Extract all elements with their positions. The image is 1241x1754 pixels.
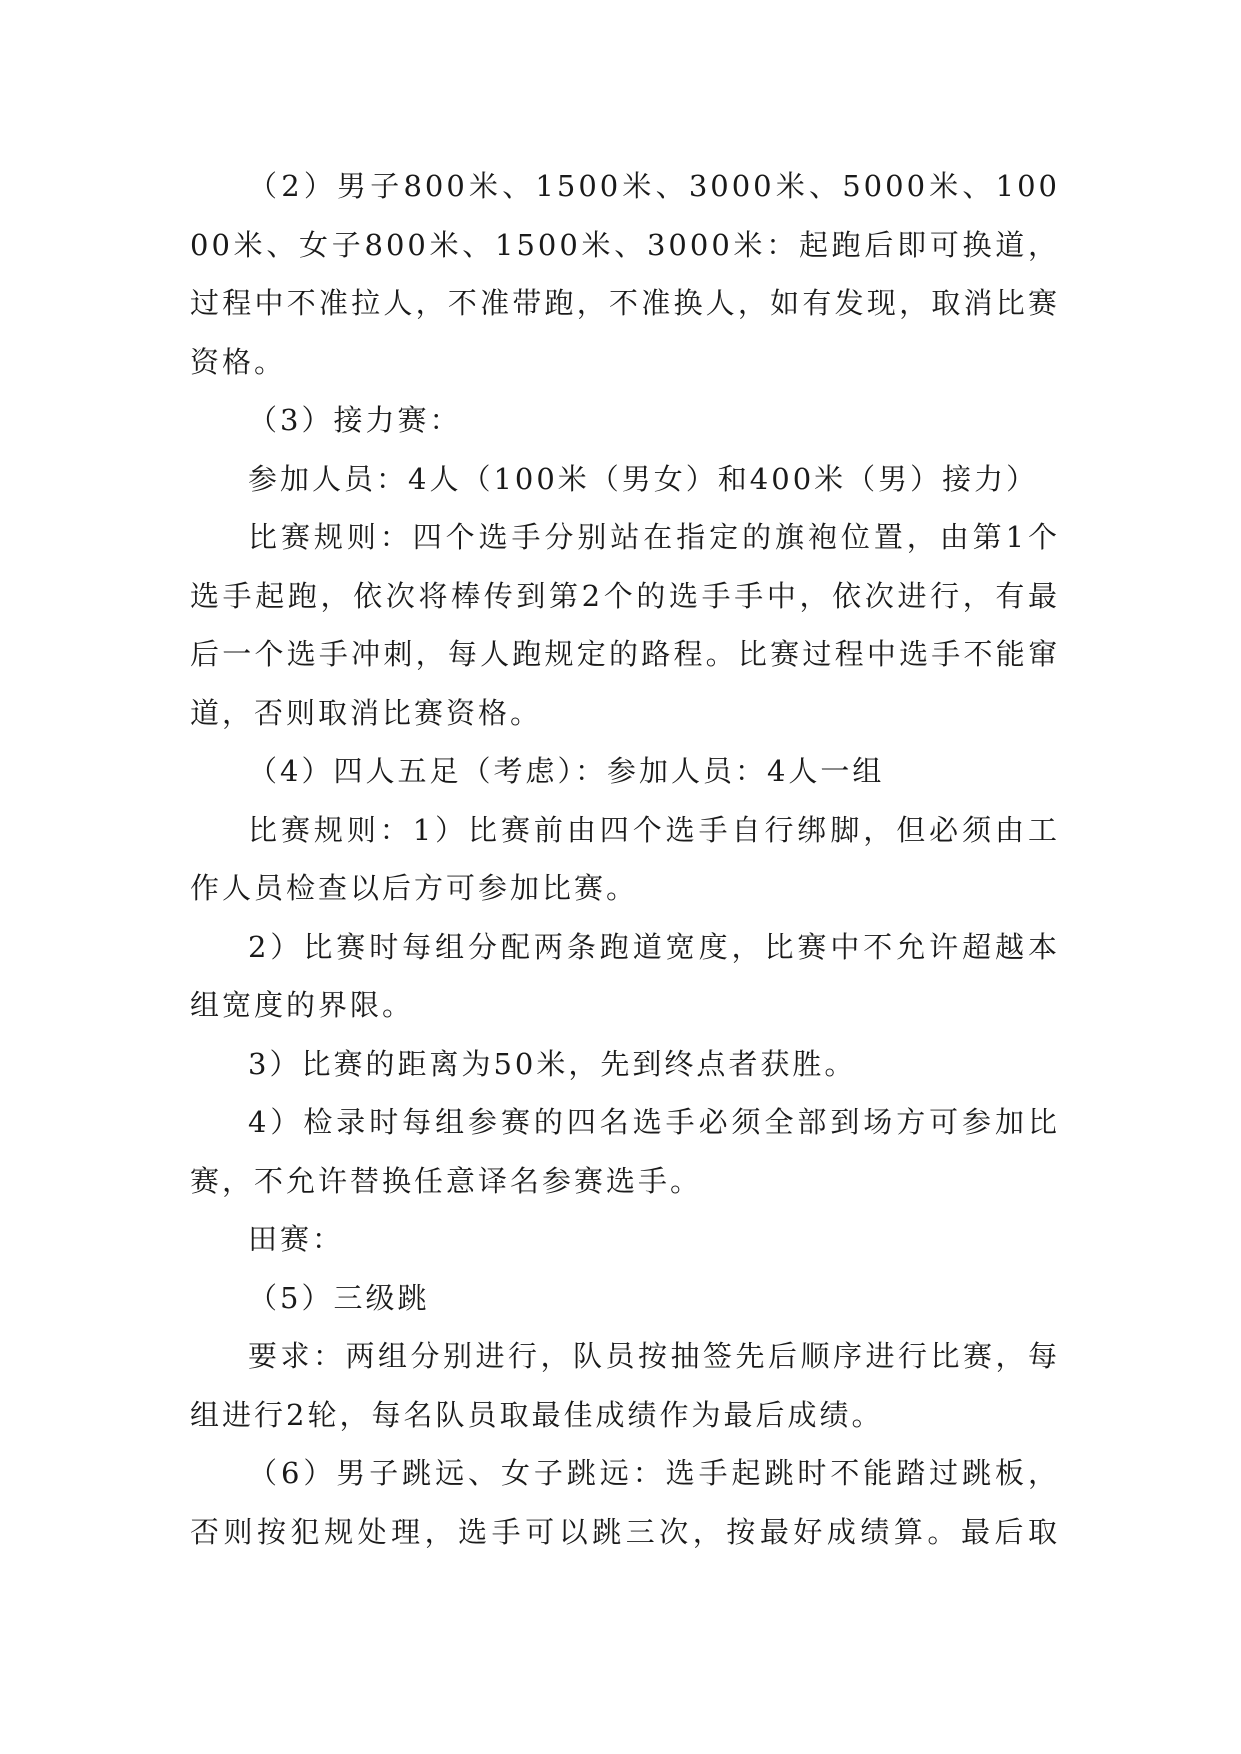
paragraph-relay-rules: 比赛规则：四个选手分别站在指定的旗袍位置，由第1个选手起跑，依次将棒传到第2个的选手手中，依次进行，有最后一个选手冲刺，每人跑规定的路程。比赛过程中选手不能窜道，否则取消比赛资格。 (190, 520, 1060, 730)
paragraph-four-people-five-legs-rule-4: 4）检录时每组参赛的四名选手必须全部到场方可参加比赛，不允许替换任意译名参赛选手。 (190, 1105, 1060, 1198)
paragraph-four-people-five-legs-heading: （4）四人五足（考虑）：参加人员：4人一组 (248, 754, 885, 788)
paragraph-triple-jump-requirements: 要求：两组分别进行，队员按抽签先后顺序进行比赛，每组进行2轮，每名队员取最佳成绩作为最后成绩。 (190, 1339, 1060, 1432)
paragraph-four-people-five-legs-rule-2: 2）比赛时每组分配两条跑道宽度，比赛中不允许超越本组宽度的界限。 (190, 929, 1060, 1022)
paragraph-relay-participants: 参加人员：4人（100米（男女）和400米（男）接力） (248, 461, 1039, 496)
paragraph-four-people-five-legs-rule-1: 比赛规则：1）比赛前由四个选手自行绑脚，但必须由工作人员检查以后方可参加比赛。 (190, 812, 1060, 905)
paragraph-triple-jump-heading: （5）三级跳 (248, 1280, 430, 1315)
paragraph-relay-heading: （3）接力赛： (248, 403, 462, 437)
paragraph-four-people-five-legs-rule-3: 3）比赛的距离为50米，先到终点者获胜。 (248, 1046, 857, 1081)
paragraph-long-jump-rules: （6）男子跳远、女子跳远：选手起跳时不能踏过跳板，否则按犯规处理，选手可以跳三次，按最好成绩算。最后取 (190, 1456, 1060, 1549)
paragraph-field-events-heading: 田赛： (248, 1222, 345, 1256)
paragraph-mens-womens-distance-rules: （2）男子800米、1500米、3000米、5000米、10000米、女子800米、1500米、3000米：起跑后即可换道，过程中不准拉人，不准带跑，不准换人，如有发现，取消比赛资格。 (190, 169, 1060, 379)
document-body (190, 157, 1060, 1561)
